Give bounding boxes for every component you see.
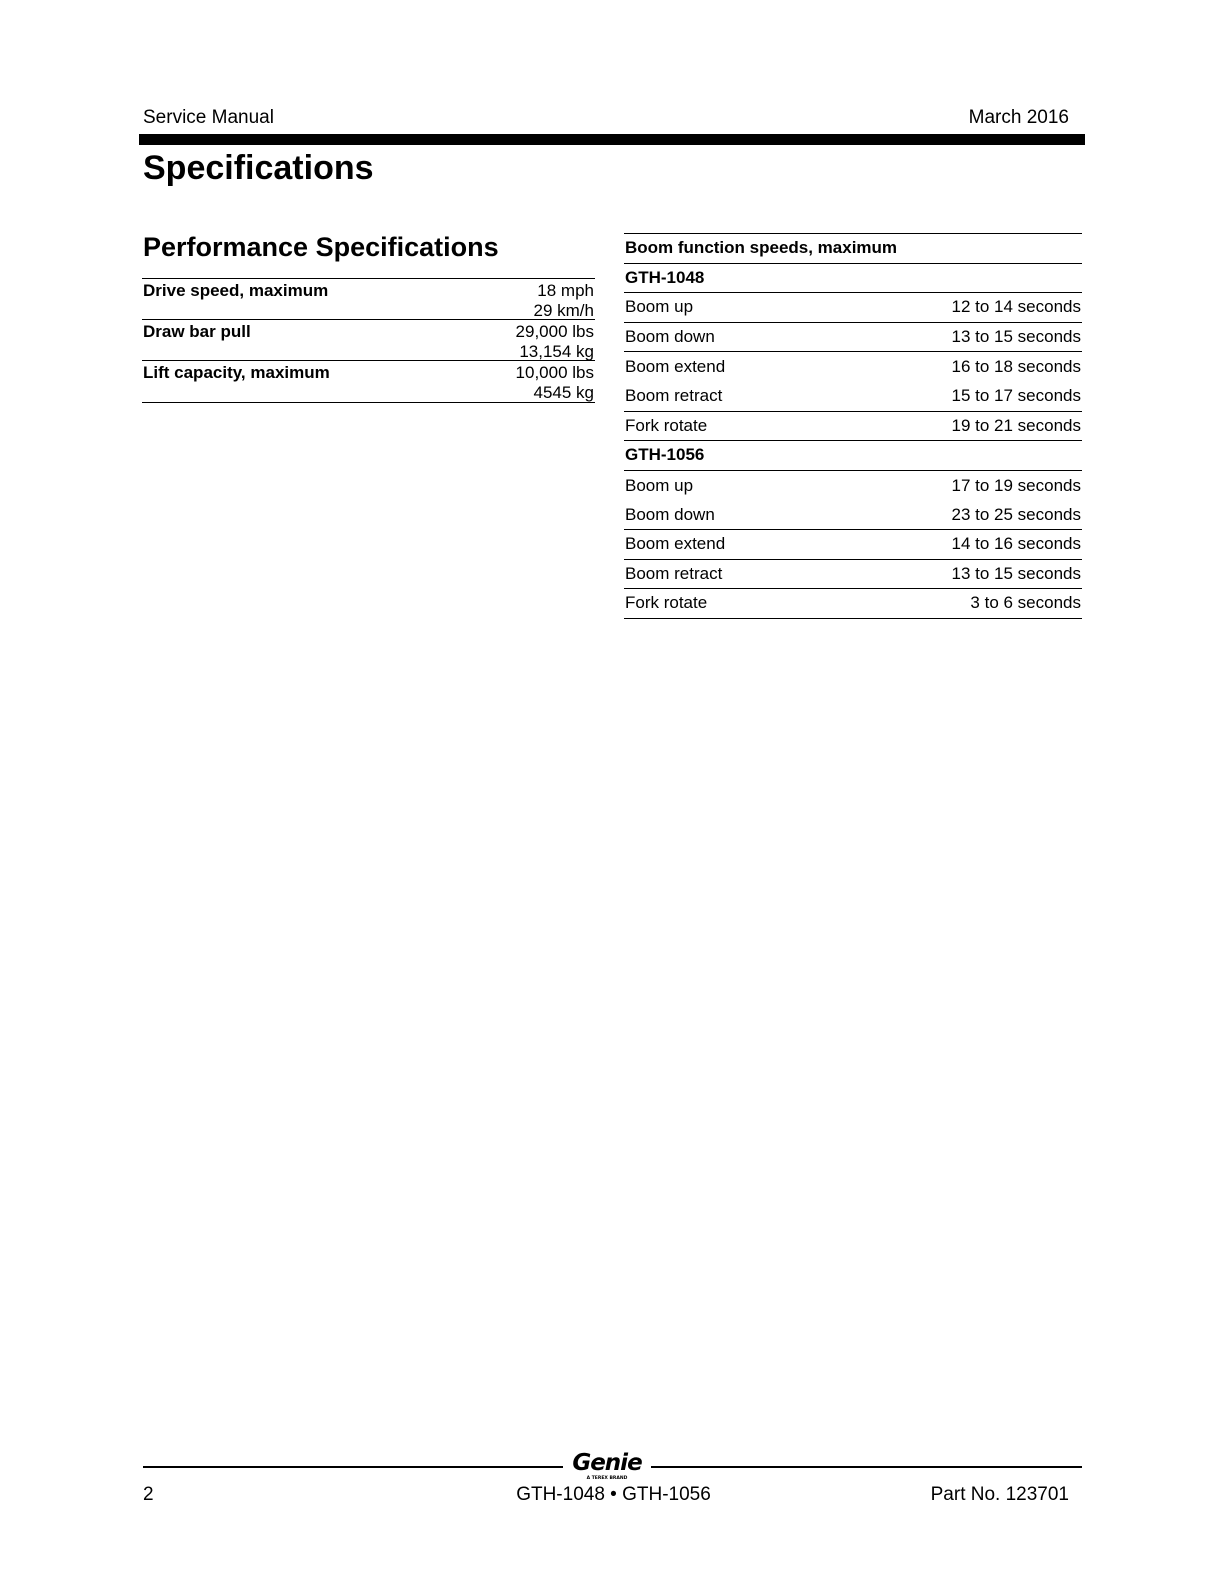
- boom-table-title-text: Boom function speeds, maximum: [625, 238, 898, 258]
- function-value: 16 to 18 seconds: [951, 357, 1081, 377]
- model-label: GTH-1048: [625, 267, 705, 287]
- table-row: [624, 323, 1082, 353]
- header-rule: [139, 134, 1085, 145]
- spec-value: [515, 322, 594, 361]
- function-label: Fork rotate: [625, 415, 708, 435]
- function-value: 13 to 15 seconds: [951, 327, 1081, 347]
- function-label: Boom down: [625, 327, 715, 347]
- model-label: GTH-1056: [625, 445, 705, 465]
- model-heading-gth-1056: [624, 441, 1082, 471]
- spec-value: [533, 281, 594, 320]
- table-row: [624, 382, 1082, 412]
- table-row: [624, 471, 1082, 501]
- function-label: Boom down: [625, 504, 715, 524]
- table-row: [624, 589, 1082, 619]
- table-row: [142, 279, 595, 320]
- function-value: 23 to 25 seconds: [951, 504, 1081, 524]
- table-row: [624, 530, 1082, 560]
- function-value: 12 to 14 seconds: [951, 297, 1081, 317]
- genie-logo: [568, 1448, 646, 1482]
- genie-logo-subtext: A TEREX BRAND: [586, 1476, 628, 1481]
- function-value: 13 to 15 seconds: [951, 563, 1081, 583]
- function-value: 14 to 16 seconds: [951, 534, 1081, 554]
- function-label: Boom retract: [625, 386, 723, 406]
- function-label: Fork rotate: [625, 593, 708, 613]
- function-value: 15 to 17 seconds: [951, 386, 1081, 406]
- header-manual-title: Service Manual: [143, 107, 274, 128]
- spec-label: Lift capacity, maximum: [143, 363, 330, 382]
- function-label: Boom extend: [625, 357, 726, 377]
- function-value: 17 to 19 seconds: [951, 475, 1081, 495]
- performance-table: [142, 278, 595, 403]
- header-date: March 2016: [968, 107, 1069, 128]
- spec-value-metric: 13,154 kg: [519, 342, 594, 361]
- table-row: [624, 293, 1082, 323]
- spec-value-primary: 18 mph: [537, 281, 594, 300]
- function-value: 3 to 6 seconds: [970, 593, 1081, 613]
- footer-part-number: Part No. 123701: [930, 1484, 1069, 1505]
- footer-page-number: 2: [143, 1484, 154, 1505]
- footer-models: GTH-1048 • GTH-1056: [516, 1484, 711, 1505]
- function-label: Boom up: [625, 297, 694, 317]
- page-title: Specifications: [143, 149, 374, 187]
- spec-label: Draw bar pull: [143, 322, 251, 341]
- function-label: Boom extend: [625, 534, 726, 554]
- footer-rule-left: [143, 1466, 563, 1468]
- function-label: Boom retract: [625, 563, 723, 583]
- model-heading-gth-1048: [624, 264, 1082, 294]
- genie-logo-text: Genie: [572, 1450, 642, 1476]
- table-row: [624, 352, 1082, 382]
- boom-speeds-table: [624, 233, 1082, 619]
- spec-value-metric: 4545 kg: [533, 383, 594, 402]
- footer-rule-right: [651, 1466, 1082, 1468]
- spec-value-primary: 10,000 lbs: [515, 363, 594, 382]
- boom-table-title: [624, 234, 1082, 264]
- function-value: 19 to 21 seconds: [951, 415, 1081, 435]
- table-row: [142, 320, 595, 361]
- function-label: Boom up: [625, 475, 694, 495]
- spec-value-metric: 29 km/h: [533, 301, 594, 320]
- spec-value-primary: 29,000 lbs: [515, 322, 594, 341]
- spec-label: Drive speed, maximum: [143, 281, 329, 300]
- table-row: [142, 361, 595, 402]
- performance-section-title: Performance Specifications: [143, 232, 499, 262]
- table-row: [624, 500, 1082, 530]
- table-row: [624, 412, 1082, 442]
- spec-value: [515, 363, 594, 402]
- table-row: [624, 560, 1082, 590]
